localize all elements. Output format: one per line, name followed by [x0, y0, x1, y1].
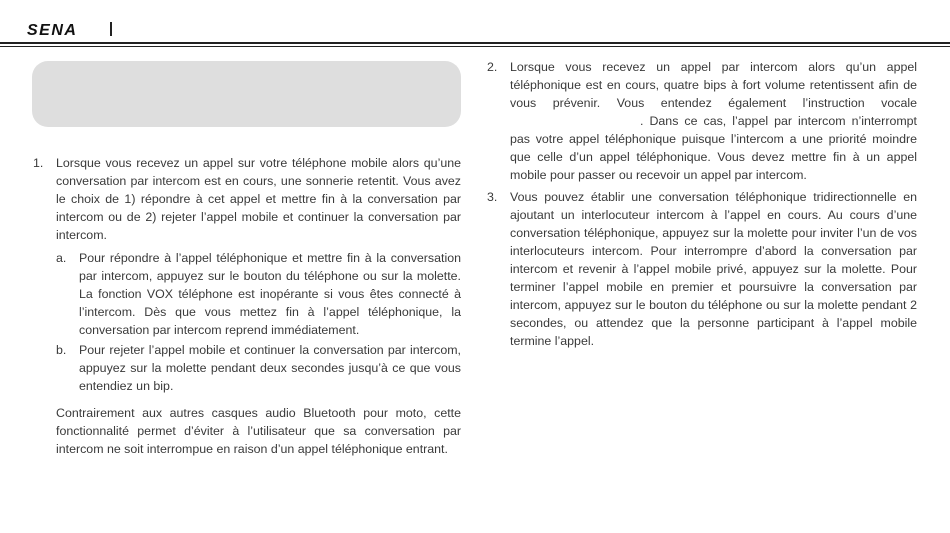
left-column	[33, 154, 461, 458]
header-rule	[0, 42, 950, 44]
list-number: 3.	[487, 190, 498, 204]
sena-logo	[27, 20, 107, 40]
list-item-text: Lorsque vous recevez un appel sur votre téléphone mobile alors qu’une conversation par intercom est en cours, une sonnerie retentit. Vous avez le choix de 1) répondre à cet appel et mettre fin à la conversation par intercom ou de 2) rejeter l’appel mobile et continuer la conversation par intercom.	[56, 156, 461, 242]
list-number: 2.	[487, 60, 498, 74]
sub-item-a	[56, 249, 461, 339]
list-item-1	[33, 154, 461, 244]
list-item-2	[487, 58, 917, 184]
list-item-text-part2: . Dans ce cas, l’appel par intercom n’interrompt pas votre appel téléphonique puisque l’intercom a une priorité moindre que celle d’un appel téléphonique. Vous devez mettre fin à un appel mobile pour passer ou recevoir un appel par intercom.	[510, 114, 917, 182]
sub-item-letter: a.	[56, 251, 67, 265]
section-title-box	[32, 61, 461, 127]
list-item-3	[487, 188, 917, 350]
logo-text: SENA	[27, 22, 78, 39]
header-rule-thin	[0, 46, 950, 47]
sub-list	[56, 249, 461, 395]
page-header	[0, 0, 950, 48]
list-item-text	[510, 58, 917, 184]
closing-paragraph: Contrairement aux autres casques audio Bluetooth pour moto, cette fonctionnalité permet d’éviter à l’utilisateur que sa conversation par intercom ne soit interrompue en raison d’un appel téléphonique entrant.	[56, 406, 461, 456]
header-separator	[110, 22, 112, 36]
sub-item-letter: b.	[56, 343, 67, 357]
list-item-text: Vous pouvez établir une conversation téléphonique tridirectionnelle en ajoutant un interlocuteur intercom à l’appel en cours. Au cours d’une conversation téléphonique, appuyez sur la molette pour inviter l’un de vos interlocuteurs intercom. Pour interrompre d’abord la conversation par intercom et revenir à l’appel mobile privé, appuyez sur la molette. Pour terminer l’appel mobile en premier et poursuivre la conversation par intercom, appuyez sur le bouton du téléphone ou sur la molette pendant 2 secondes, ou attendez que la personne participant à l’appel mobile termine l’appel.	[510, 190, 917, 348]
list-number: 1.	[33, 156, 44, 170]
list-item-text-part1: Lorsque vous recevez un appel par intercom alors qu’un appel téléphonique est en cours, quatre bips à fort volume retentissent afin de vous prévenir. Vous entendez également l’instruction vocale	[510, 60, 917, 110]
right-column	[487, 58, 917, 353]
sub-item-text: Pour répondre à l’appel téléphonique et mettre fin à la conversation par intercom, appuyez sur le bouton du téléphone ou sur la molette. La fonction VOX téléphone est inopérante si vous êtes connecté à l’intercom. Dès que vous mettez fin à l’appel téléphonique, la conversation par intercom reprend immédiatement.	[79, 251, 461, 337]
sub-item-b	[56, 341, 461, 395]
sub-item-text: Pour rejeter l’appel mobile et continuer la conversation par intercom, appuyez sur la molette pendant deux secondes jusqu’à ce que vous entendiez un bip.	[79, 343, 461, 393]
